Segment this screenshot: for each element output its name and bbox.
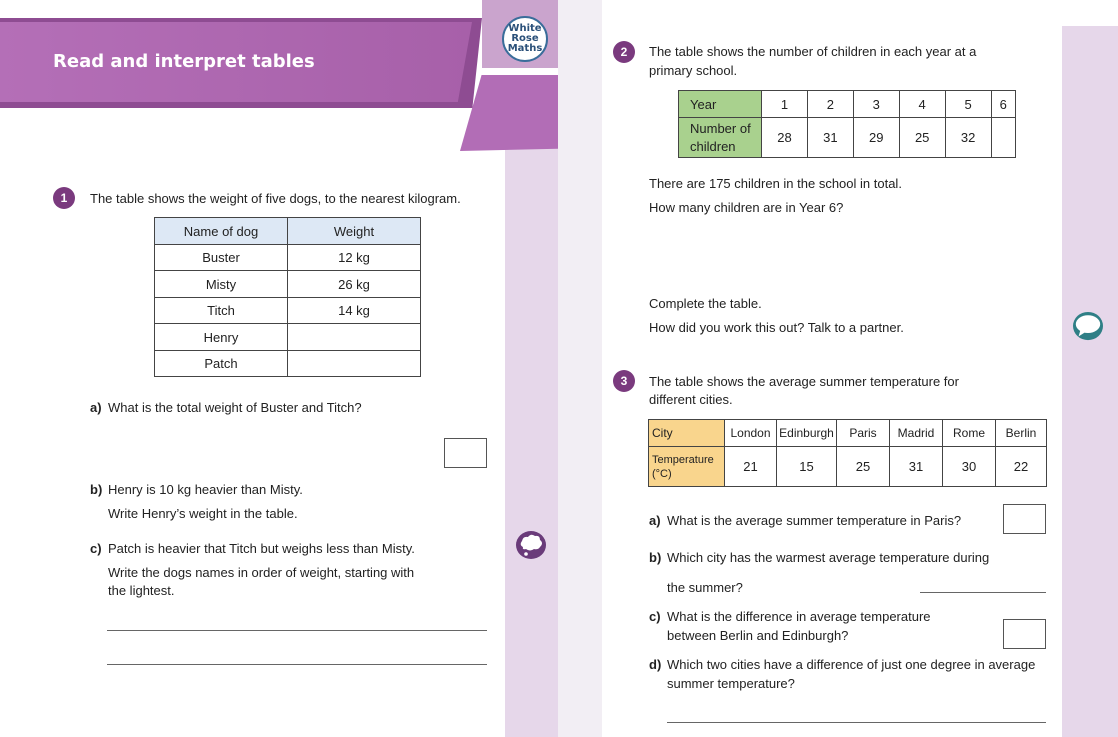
q1-intro: The table shows the weight of five dogs, to the nearest kilogram. [90, 191, 461, 206]
table-cell: 1 [762, 91, 808, 118]
henry-weight-input[interactable] [288, 324, 421, 351]
white-rose-maths-logo: White Rose Maths [502, 16, 548, 62]
city-temperature-table [648, 419, 1047, 487]
q3a-text: What is the average summer temperature in Paris? [667, 513, 962, 528]
table-cell: 25 [837, 447, 890, 487]
table-cell: 12 kg [288, 245, 421, 271]
q3c-label: c) [649, 609, 661, 624]
question-3-number: 3 [613, 370, 635, 392]
children-per-year-table [678, 90, 1016, 158]
thinking-bubble-icon [515, 530, 547, 560]
table-cell: Edinburgh [777, 420, 837, 447]
q3b-line1: Which city has the warmest average temperature during [667, 550, 990, 565]
table-cell: 3 [853, 91, 899, 118]
table-cell: Misty [155, 271, 288, 298]
q1c-answer-line[interactable] [107, 664, 487, 665]
q1c-label: c) [90, 541, 102, 556]
table-header: Name of dog [155, 218, 288, 245]
table-cell: 5 [945, 91, 991, 118]
row-label: Temperature (°C) [649, 447, 725, 487]
q2-intro1: The table shows the number of children in each year at a [649, 44, 977, 59]
q3a-answer-box[interactable] [1003, 504, 1046, 534]
q1c-line1: Patch is heavier that Titch but weighs less than Misty. [108, 541, 415, 556]
patch-weight-cell [288, 351, 421, 377]
speech-bubble-icon [1072, 311, 1104, 341]
table-cell: Berlin [996, 420, 1047, 447]
table-cell: London [725, 420, 777, 447]
q1c-line3: the lightest. [108, 583, 175, 598]
table-cell: Henry [155, 324, 288, 351]
table-cell: 21 [725, 447, 777, 487]
q3b-line2: the summer? [667, 580, 743, 595]
q3d-label: d) [649, 657, 662, 672]
q3-intro1: The table shows the average summer temperature for [649, 374, 959, 389]
q1b-line2: Write Henry’s weight in the table. [108, 506, 298, 521]
q3-intro2: different cities. [649, 392, 733, 407]
q3c-line1: What is the difference in average temperature [667, 609, 931, 624]
q3d-answer-line[interactable] [667, 722, 1046, 723]
table-cell: Paris [837, 420, 890, 447]
table-cell: 32 [945, 118, 991, 158]
q3a-label: a) [649, 513, 661, 528]
table-header: Weight [288, 218, 421, 245]
table-cell: 26 kg [288, 271, 421, 298]
row-label: Year [679, 91, 762, 118]
q3d-line1: Which two cities have a difference of just one degree in average [667, 657, 1036, 672]
q1a-answer-box[interactable] [444, 438, 487, 468]
q1b-line1: Henry is 10 kg heavier than Misty. [108, 482, 303, 497]
table-cell: 4 [899, 91, 945, 118]
table-cell: 14 kg [288, 298, 421, 324]
table-cell: Patch [155, 351, 288, 377]
table-cell: 2 [807, 91, 853, 118]
table-cell: 31 [807, 118, 853, 158]
year6-count-input[interactable] [991, 118, 1015, 158]
q3c-answer-box[interactable] [1003, 619, 1046, 649]
q2-total: There are 175 children in the school in total. [649, 176, 902, 191]
q1c-line2: Write the dogs names in order of weight, starting with [108, 565, 415, 580]
left-margin-strip [505, 148, 558, 737]
q2-intro2: primary school. [649, 63, 738, 78]
q1c-answer-line[interactable] [107, 630, 487, 631]
right-strip-top [1062, 0, 1118, 26]
table-cell: 30 [943, 447, 996, 487]
question-1-number: 1 [53, 187, 75, 209]
table-cell: 31 [890, 447, 943, 487]
table-cell: 6 [991, 91, 1015, 118]
q3b-answer-line[interactable] [920, 592, 1046, 593]
table-cell: Titch [155, 298, 288, 324]
q3c-line2: between Berlin and Edinburgh? [667, 628, 849, 643]
page-title: Read and interpret tables [53, 51, 315, 72]
page-gutter [558, 0, 602, 737]
table-cell: 25 [899, 118, 945, 158]
q1a-text: What is the total weight of Buster and Titch? [108, 400, 362, 415]
q3b-label: b) [649, 550, 662, 565]
q1a-label: a) [90, 400, 102, 415]
table-cell: 29 [853, 118, 899, 158]
table-cell: 22 [996, 447, 1047, 487]
q3d-line2: summer temperature? [667, 676, 795, 691]
question-2-number: 2 [613, 41, 635, 63]
dog-weight-table [154, 217, 421, 377]
q2-talk: How did you work this out? Talk to a partner. [649, 320, 904, 335]
row-label: City [649, 420, 725, 447]
right-margin-strip [1062, 26, 1118, 737]
row-label: Number of children [679, 118, 762, 158]
table-cell: Madrid [890, 420, 943, 447]
table-cell: Rome [943, 420, 996, 447]
q1b-label: b) [90, 482, 103, 497]
table-cell: 15 [777, 447, 837, 487]
q2-question: How many children are in Year 6? [649, 200, 844, 215]
table-cell: 28 [762, 118, 808, 158]
table-cell: Buster [155, 245, 288, 271]
q2-complete: Complete the table. [649, 296, 762, 311]
